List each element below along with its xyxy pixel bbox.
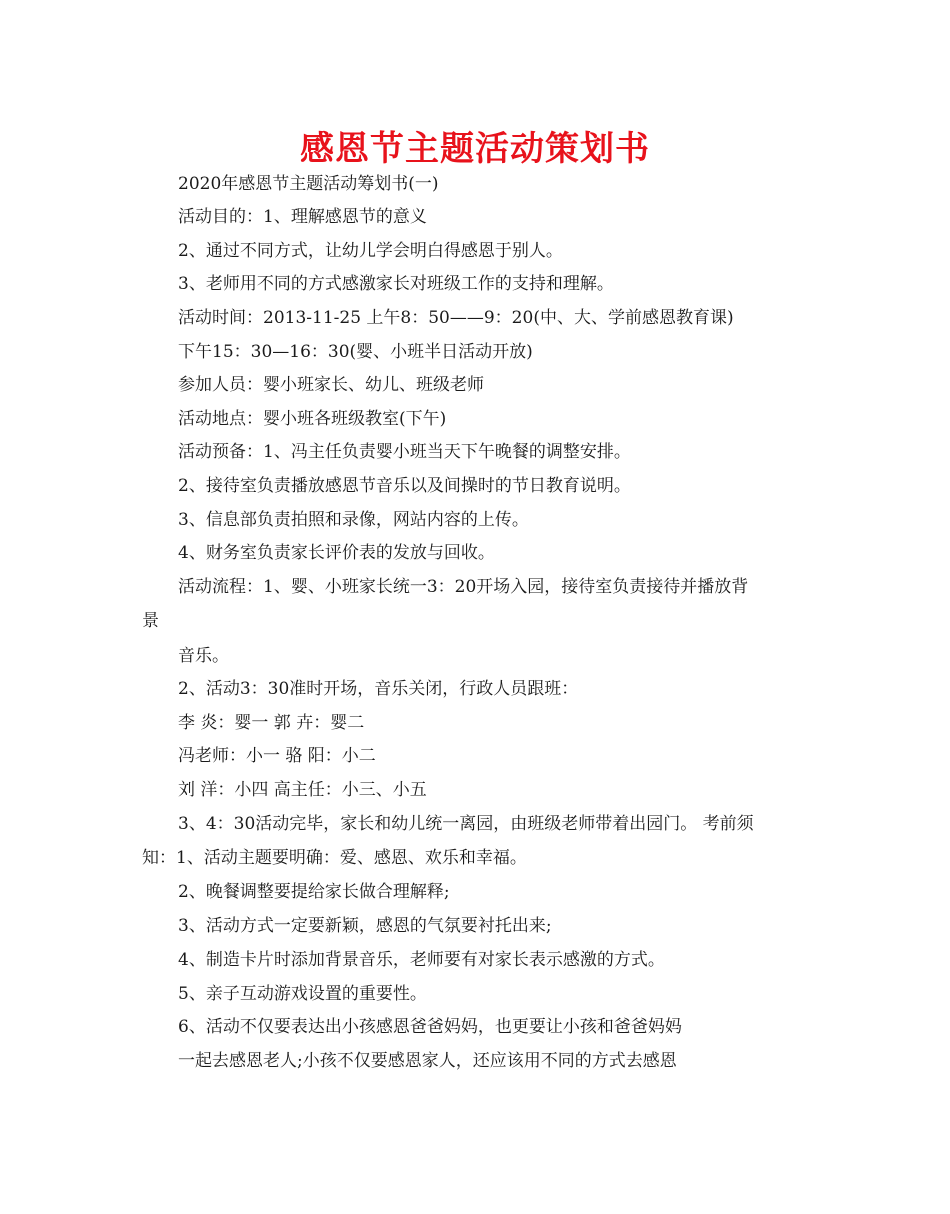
text-line: 活动时间：2013-11-25 上午8：50——9：20(中、大、学前感恩教育课) (178, 308, 734, 328)
text-line: 音乐。 (178, 646, 229, 666)
text-line: 冯老师：小一 骆 阳：小二 (178, 746, 376, 766)
text-line: 景 (142, 611, 159, 631)
text-line: 2、活动3：30准时开场，音乐关闭，行政人员跟班： (178, 679, 579, 699)
text-line: 4、财务室负责家长评价表的发放与回收。 (178, 543, 495, 563)
text-line: 4、制造卡片时添加背景音乐，老师要有对家长表示感激的方式。 (178, 950, 665, 970)
text-line: 参加人员：婴小班家长、幼儿、班级老师 (178, 375, 484, 395)
text-line: 3、活动方式一定要新颖，感恩的气氛要衬托出来; (178, 916, 552, 936)
text-line: 活动地点：婴小班各班级教室(下午) (178, 409, 447, 429)
text-line: 下午15：30—16：30(婴、小班半日活动开放) (178, 342, 533, 362)
text-line: 一起去感恩老人;小孩不仅要感恩家人，还应该用不同的方式去感恩 (178, 1051, 677, 1071)
document-title: 感恩节主题活动策划书 (300, 129, 650, 169)
text-line: 2、接待室负责播放感恩节音乐以及间操时的节日教育说明。 (178, 476, 631, 496)
text-line: 6、活动不仅要表达出小孩感恩爸爸妈妈，也更要让小孩和爸爸妈妈 (178, 1017, 682, 1037)
text-line: 2、通过不同方式，让幼儿学会明白得感恩于别人。 (178, 241, 563, 261)
text-line: 活动预备：1、冯主任负责婴小班当天下午晚餐的调整安排。 (178, 442, 631, 462)
text-line: 3、信息部负责拍照和录像，网站内容的上传。 (178, 510, 529, 530)
text-line: 知：1、活动主题要明确：爱、感恩、欢乐和幸福。 (142, 848, 527, 868)
text-line: 2020年感恩节主题活动筹划书(一) (178, 174, 439, 194)
text-line: 3、4：30活动完毕，家长和幼儿统一离园，由班级老师带着出园门。 考前须 (178, 814, 754, 834)
text-line: 刘 洋：小四 高主任：小三、小五 (178, 780, 427, 800)
text-line: 3、老师用不同的方式感激家长对班级工作的支持和理解。 (178, 274, 614, 294)
text-line: 李 炎：婴一 郭 卉：婴二 (178, 713, 365, 733)
text-line: 5、亲子互动游戏设置的重要性。 (178, 984, 427, 1004)
text-line: 2、晚餐调整要提给家长做合理解释; (178, 882, 450, 902)
text-line: 活动流程：1、婴、小班家长统一3：20开场入园，接待室负责接待并播放背 (178, 577, 749, 597)
text-line: 活动目的：1、理解感恩节的意义 (178, 207, 427, 227)
